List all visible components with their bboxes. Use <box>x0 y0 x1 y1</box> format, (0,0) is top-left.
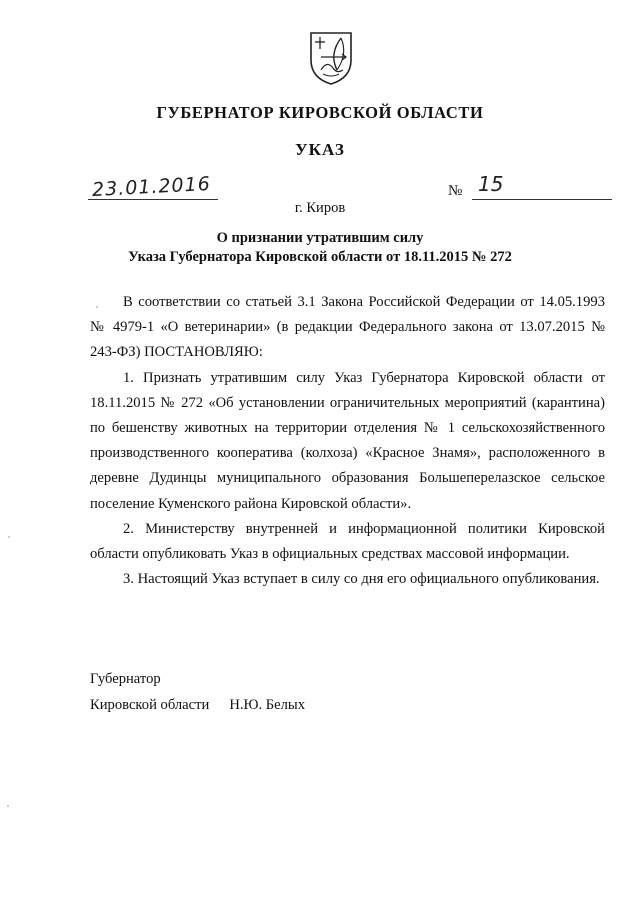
item-2-paragraph: 2. Министерству внутренней и информационной политики Кировской области опубликовать Указ в официальных средствах массовой информации. <box>90 520 605 563</box>
subject-line-1: О признании утратившим силу <box>216 230 424 246</box>
signatory-position-line-2 <box>90 692 305 718</box>
decree-body <box>90 290 605 592</box>
item-3-paragraph: 3. Настоящий Указ вступает в силу со дня его официального опубликования. <box>123 571 600 588</box>
decree-subject <box>0 229 640 267</box>
signatory-position-line-1: Губернатор <box>90 671 161 687</box>
office-title: ГУБЕРНАТОР КИРОВСКОЙ ОБЛАСТИ <box>156 103 484 122</box>
number-sign: № <box>448 183 463 199</box>
scan-speck <box>8 536 10 538</box>
date-value: 23.01.2016 <box>91 172 212 202</box>
document-type-title: УКАЗ <box>295 140 345 159</box>
scan-speck <box>7 805 9 807</box>
handwritten-number: 15 <box>478 172 504 196</box>
signatory-name: Н.Ю. Белых <box>229 697 306 713</box>
signatory-region: Кировской области <box>90 697 210 713</box>
issue-place: г. Киров <box>294 200 346 216</box>
kirov-coat-of-arms-icon <box>307 30 355 86</box>
signature-block <box>90 666 305 718</box>
item-1-paragraph: 1. Признать утратившим силу Указ Губернатора Кировской области от 18.11.2015 № 272 «Об установлении ограничительных мероприятий (карантина) по бешенству животных на территории отделения № 1 сельскохозяйственного производственного кооператива (колхоза) «Красное Знамя», расположенного в деревне Дудинцы муниципального образования Большеперелазское сельское поселение Куменского района Кировской области». <box>90 369 605 512</box>
preamble-paragraph: В соответствии со статьей 3.1 Закона Российской Федерации от 14.05.1993 № 4979-1 «О ветеринарии» (в редакции Федерального закона от 13.07.2015 № 243-ФЗ) ПОСТАНОВЛЯЮ: <box>90 294 605 361</box>
subject-line-2: Указа Губернатора Кировской области от 18.11.2015 № 272 <box>128 249 512 265</box>
scan-speck <box>96 306 98 308</box>
